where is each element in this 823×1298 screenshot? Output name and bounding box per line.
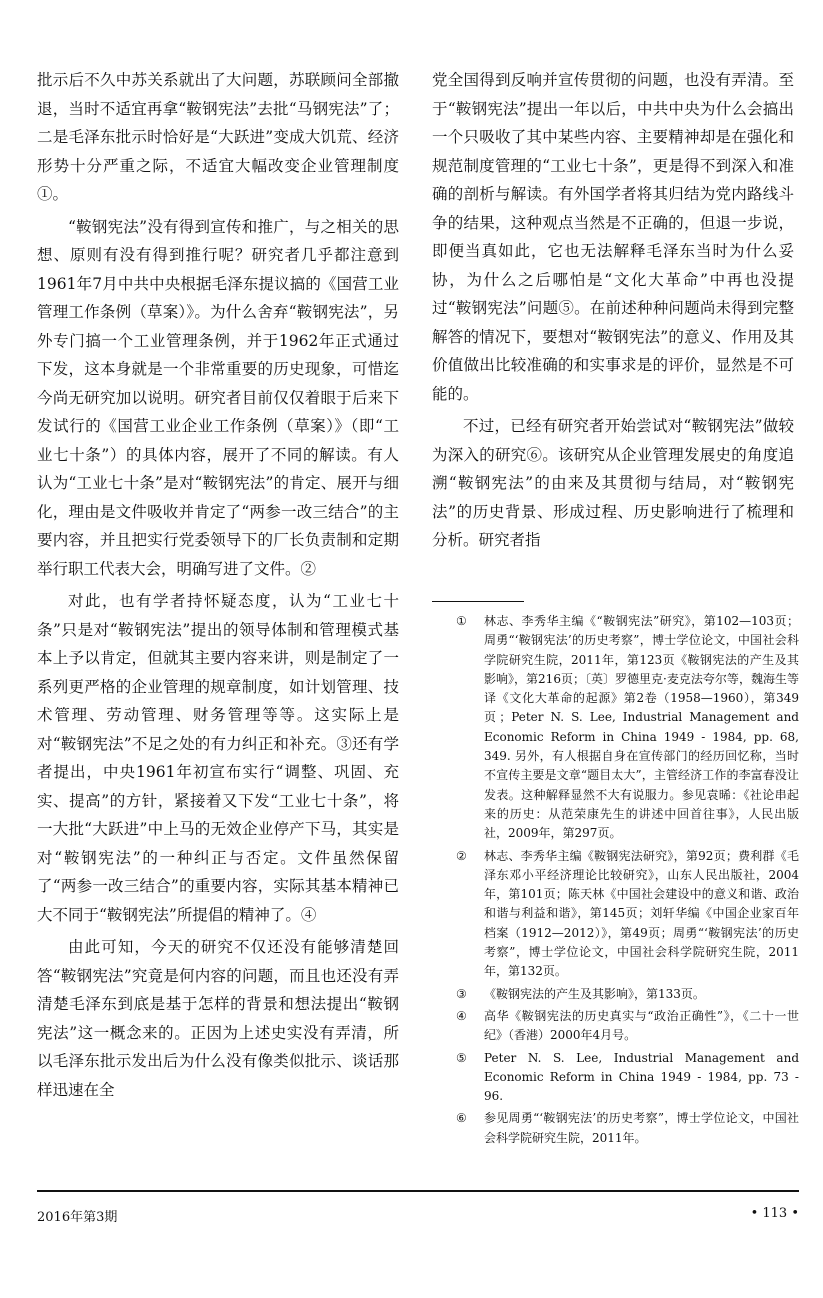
page-number: • 113 • bbox=[750, 1206, 799, 1221]
footnote-number: ③ bbox=[456, 986, 467, 1001]
paragraph: 不过，已经有研究者开始尝试对“鞍钢宪法”做较为深入的研究⑥。该研究从企业管理发展史的角度追溯“鞍钢宪法”的由来及其贯彻与结局，对“鞍钢宪法”的历史背景、形成过程、历史影响进行了梳理和分析。研究者指 bbox=[432, 417, 794, 549]
left-column bbox=[37, 66, 399, 1104]
footnote-text: Peter N. S. Lee, Industrial Management and Economic Reform in China 1949 - 1984, pp. 73 - 96. bbox=[484, 1050, 799, 1104]
footer-rule bbox=[37, 1190, 799, 1192]
footnote-item bbox=[456, 847, 799, 982]
footnote-number: ④ bbox=[456, 1008, 467, 1023]
footnote-item bbox=[456, 985, 799, 1004]
footnote-item bbox=[456, 612, 799, 844]
right-column bbox=[432, 66, 794, 555]
footnote-number: ⑤ bbox=[456, 1050, 467, 1065]
footnote-text: 林志、李秀华主编《鞍钢宪法研究》，第92页；费利群《毛泽东邓小平经济理论比较研究》，山东人民出版社，2004年，第101页；陈天林《中国社会建设中的意义和谐、政治和谐与利益和谐》，第145页；刘轩华编《中国企业家百年档案（1912—2012）》，第49页；周勇“‘鞍钢宪法’的历史考察”，博士学位论文，中国社会科学院研究生院，2011年，第132页。 bbox=[484, 848, 799, 979]
journal-issue: 2016年第3期 bbox=[37, 1210, 118, 1225]
paragraph: 由此可知，今天的研究不仅还没有能够清楚回答“鞍钢宪法”究竟是何内容的问题，而且也还没有弄清楚毛泽东到底是基于怎样的背景和想法提出“鞍钢宪法”这一概念来的。正因为上述史实没有弄清，所以毛泽东批示发出后为什么没有像类似批示、谈话那样迅速在全 bbox=[37, 938, 399, 1099]
footnote-number: ⑥ bbox=[456, 1111, 467, 1126]
footnote-number: ② bbox=[456, 848, 467, 863]
paragraph: 批示后不久中苏关系就出了大问题，苏联顾问全部撤退，当时不适宜再拿“鞍钢宪法”去批“马钢宪法”了；二是毛泽东批示时恰好是“大跃进”变成大饥荒、经济形势十分严重之际，不适宜大幅改变企业管理制度①。 bbox=[37, 71, 399, 203]
footnote-text: 林志、李秀华主编《“鞍钢宪法”研究》，第102—103页；周勇“‘鞍钢宪法’的历史考察”，博士学位论文，中国社会科学院研究生院，2011年，第123页《鞍钢宪法的产生及其影响》，第216页；〔英〕罗德里克·麦克法夸尔等，魏海生等译《文化大革命的起源》第2卷（1958—1960），第349页；Peter N. S. Lee, Industrial Management and Economic Reform in China 1949 - 1984, pp. 68, 349. 另外，有人根据自身在宣传部门的经历回忆称，当时不宣传主要是文章“题目太大”，主管经济工作的李富春没让发表。这种解释显然不大有说服力。参见袁晞：《社论串起来的历史：从范荣康先生的讲述中回首往事》，人民出版社，2009年，第297页。 bbox=[484, 614, 799, 841]
footnote-separator bbox=[432, 601, 524, 602]
footnotes bbox=[456, 612, 799, 1151]
footnote-text: 《鞍钢宪法的产生及其影响》，第133页。 bbox=[484, 986, 705, 1001]
paragraph: 党全国得到反响并宣传贯彻的问题，也没有弄清。至于“鞍钢宪法”提出一年以后，中共中央为什么会搞出一个只吸收了其中某些内容、主要精神却是在强化和规范制度管理的“工业七十条”，更是得不到深入和准确的剖析与解读。有外国学者将其归结为党内路线斗争的结果，这种观点当然是不正确的，但退一步说，即便当真如此，它也无法解释毛泽东当时为什么妥协，为什么之后哪怕是“文化大革命”中再也没提过“鞍钢宪法”问题⑤。在前述种种问题尚未得到完整解答的情况下，要想对“鞍钢宪法”的意义、作用及其价值做出比较准确的和实事求是的评价，显然是不可能的。 bbox=[432, 71, 794, 403]
footnote-item bbox=[456, 1109, 799, 1148]
footnote-item bbox=[456, 1007, 799, 1046]
footnote-text: 参见周勇“‘鞍钢宪法’的历史考察”，博士学位论文，中国社会科学院研究生院，2011年。 bbox=[484, 1111, 799, 1145]
footnote-number: ① bbox=[456, 614, 467, 628]
paragraph: “鞍钢宪法”没有得到宣传和推广，与之相关的思想、原则有没有得到推行呢？研究者几乎都注意到1961年7月中共中央根据毛泽东提议搞的《国营工业管理工作条例（草案）》。为什么舍弃“鞍钢宪法”，另外专门搞一个工业管理条例，并于1962年正式通过下发，这本身就是一个非常重要的历史现象，可惜迄今尚无研究加以说明。研究者目前仅仅着眼于后来下发试行的《国营工业企业工作条例（草案）》（即“工业七十条”）的具体内容，展开了不同的解读。有人认为“工业七十条”是对“鞍钢宪法”的肯定、展开与细化，理由是文件吸收并肯定了“两参一改三结合”的主要内容，并且把实行党委领导下的厂长负责制和定期举行职工代表大会，明确写进了文件。② bbox=[37, 217, 399, 578]
paragraph: 对此，也有学者持怀疑态度，认为“工业七十条”只是对“鞍钢宪法”提出的领导体制和管理模式基本上予以肯定，但就其主要内容来讲，则是制定了一系列更严格的企业管理的规章制度，如计划管理、技术管理、劳动管理、财务管理等等。这实际上是对“鞍钢宪法”不足之处的有力纠正和补充。③还有学者提出，中央1961年初宣布实行“调整、巩固、充实、提高”的方针，紧接着又下发“工业七十条”，将一大批“大跃进”中上马的无效企业停产下马，其实是对“鞍钢宪法”的一种纠正与否定。文件虽然保留了“两参一改三结合”的重要内容，实际其基本精神已大不同于“鞍钢宪法”所提倡的精神了。④ bbox=[37, 592, 399, 924]
footnote-text: 高华《鞍钢宪法的历史真实与“政治正确性”》，《二十一世纪》（香港）2000年4月号。 bbox=[484, 1008, 799, 1043]
footnote-item bbox=[456, 1049, 799, 1107]
